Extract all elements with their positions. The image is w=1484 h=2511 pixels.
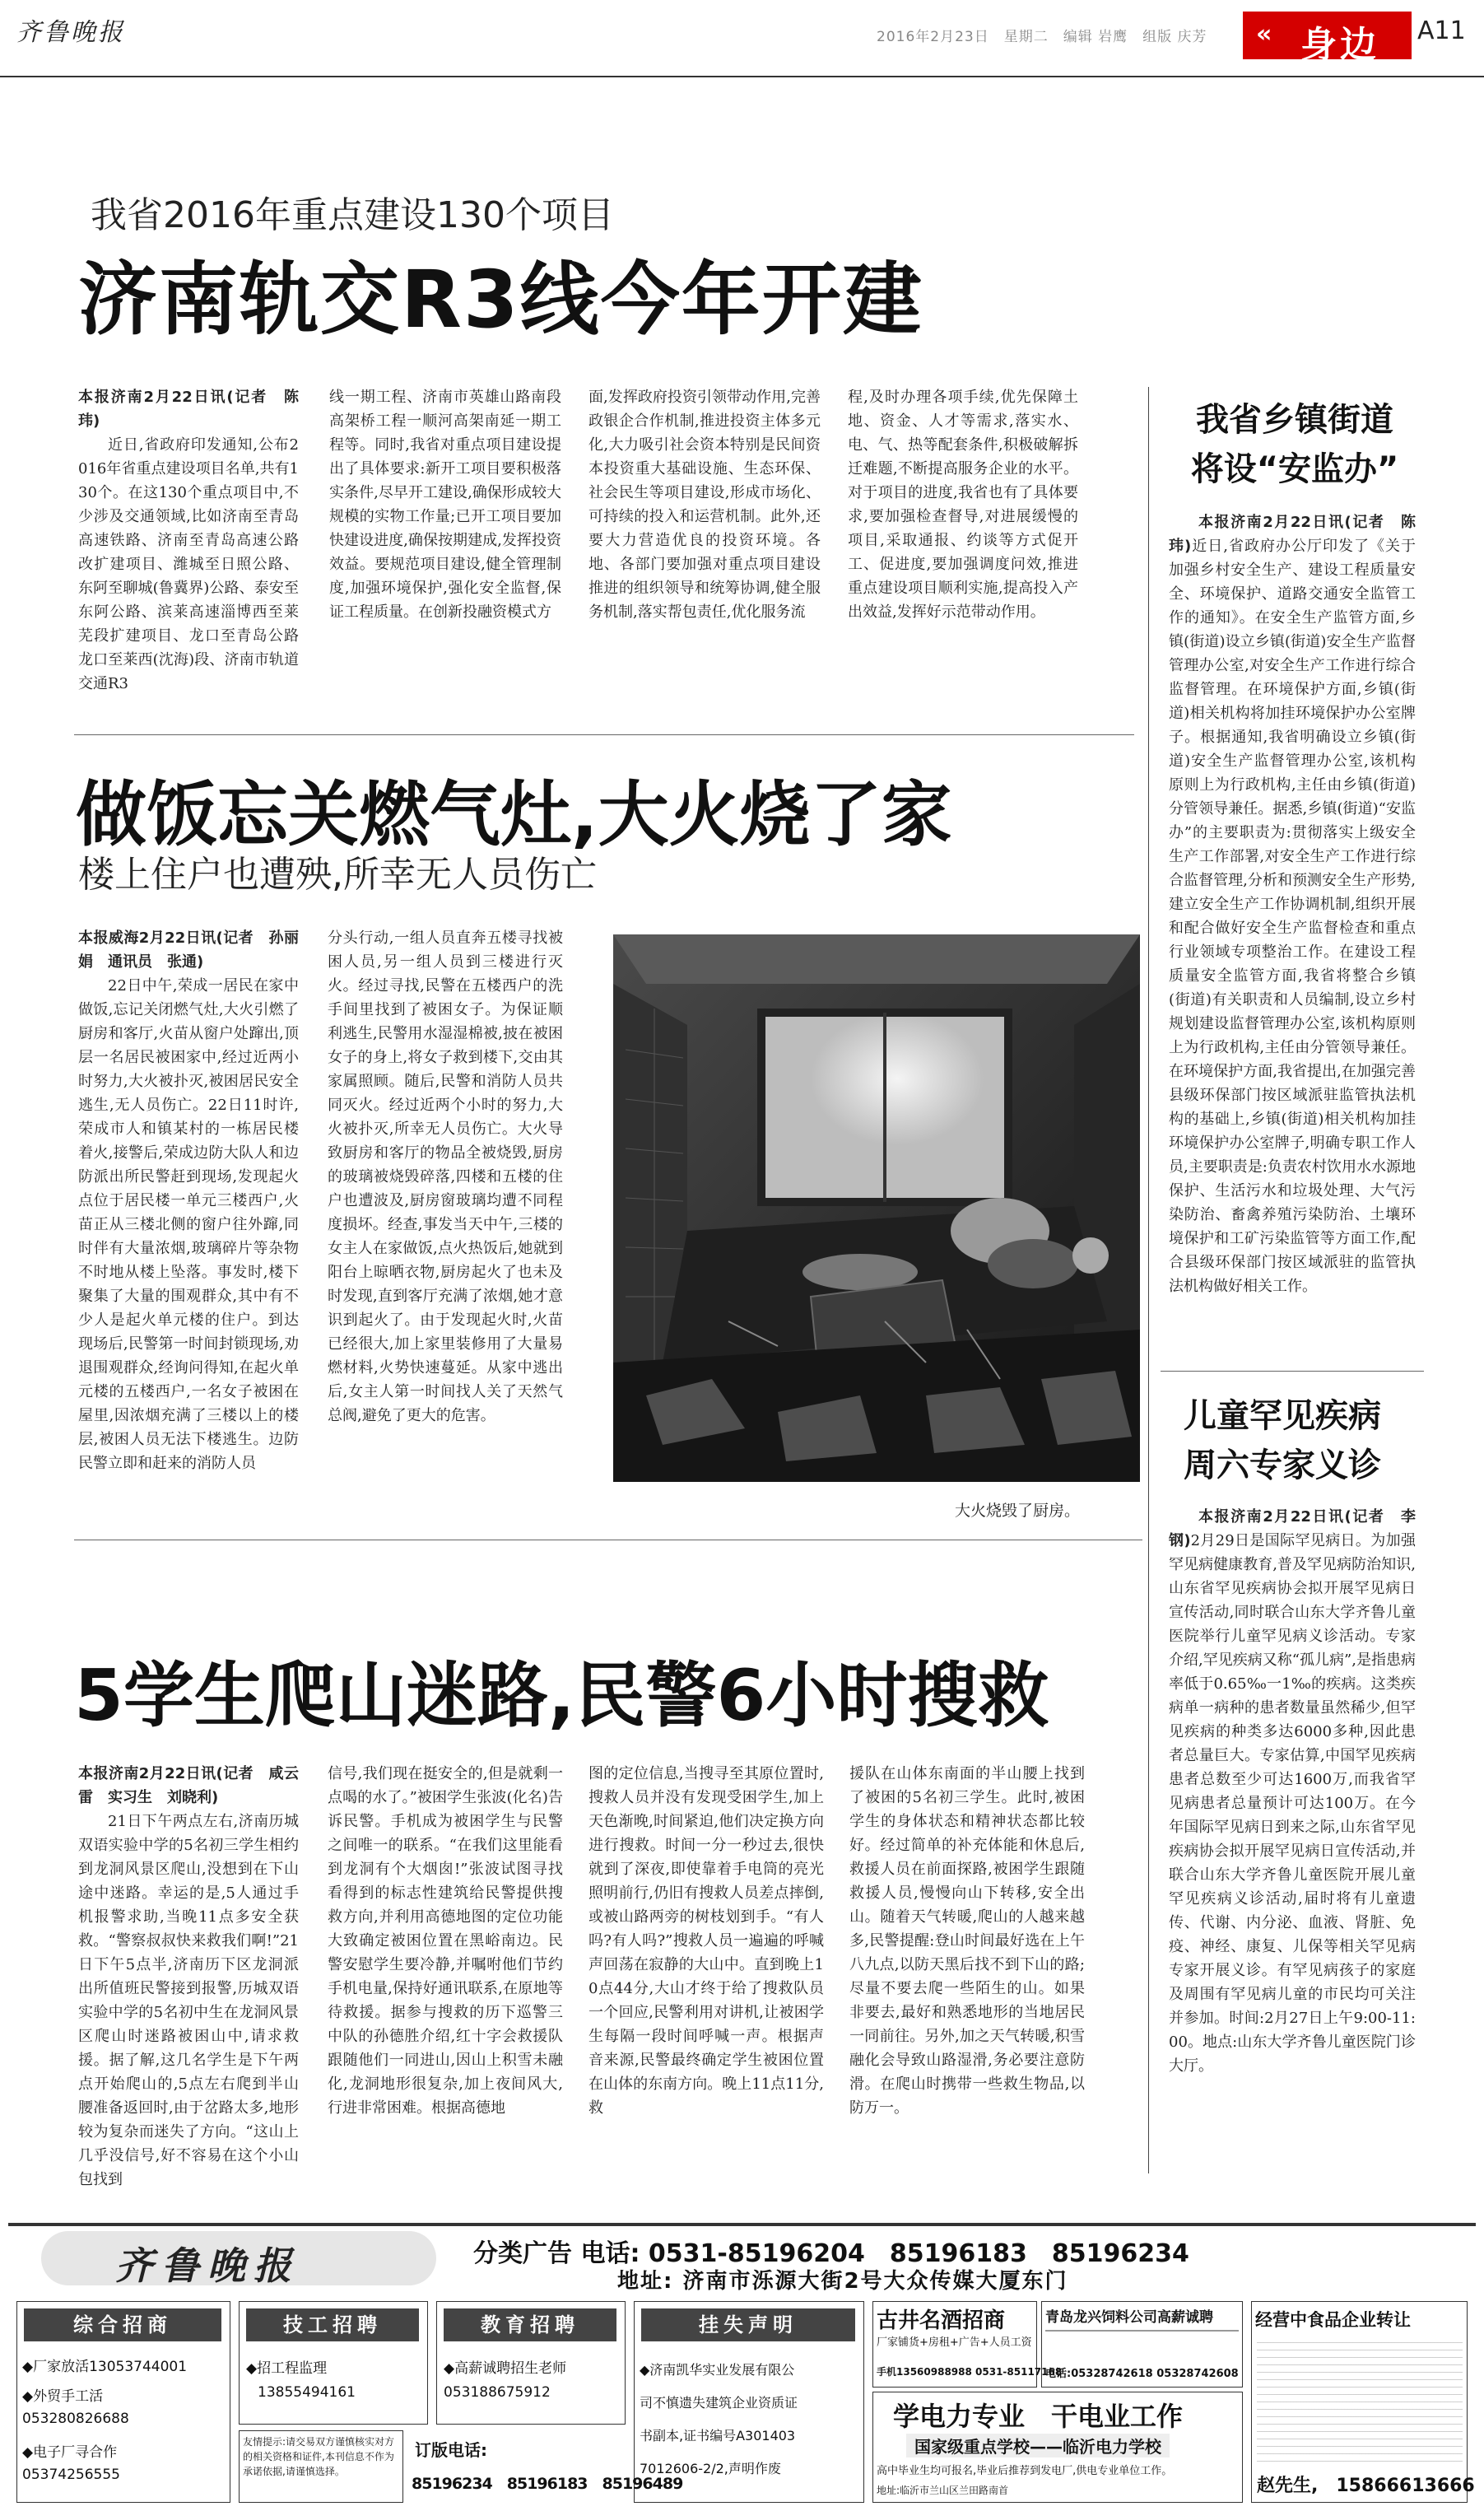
side2-title: [1151, 1391, 1455, 1490]
category-education-title: 教育招聘: [444, 2308, 616, 2341]
story3-text-4: 援队在山体东南面的半山腰上找到了被困的5名初三学生。此时,被困学生的身体状态和精神状态都比较好。经过简单的补充体能和休息后,救援人员在前面探路,被困学生跟随救援人员,慢慢向山下转移,安全出山。随着天气转暖,爬山的人越来越多,民警提醒:登山时间最好选在上午八九点,以防天黑后找不到下山的路;尽量不要去爬一些陌生的山。如果非要去,最好和熟悉地形的当地居民一同前往。另外,加之天气转暖,积雪融化会导致山路湿滑,务必要注意防滑。在爬山时携带一些救生物品,以防万一。: [849, 1765, 1085, 2117]
side2-text: 2月29日是国际罕见病日。为加强罕见病健康教育,普及罕见病防治知识,山东省罕见疾病协会拟开展罕见病日宣传活动,同时联合山东大学齐鲁儿童医院举行儿童罕见病义诊活动。专家介绍,罕见疾病又称“孤儿病”,是指患病率低于0.65‰一1‰的疾病。这类疾病单一病种的患者数量虽然稀少,但罕见疾病的种类多达6000多种,因此患者总量巨大。专家估算,中国罕见疾病患者总数至少可达1600万,而我省罕见病患者总量预计可达100万。在今年国际罕见病日到来之际,山东省罕见疾病协会拟开展罕见病日宣传活动,并联合山东大学齐鲁儿童医院开展儿童罕见疾病义诊活动,届时将有儿童遗传、代谢、内分泌、血液、肾脏、免疫、神经、康复、儿保等相关罕见病专家开展义诊。有罕见病孩子的家庭及周围有罕见病儿童的市民均可关注并参加。时间:2月27日上午9:00-11:00。地点:山东大学齐鲁儿童医院门诊大厅。: [1169, 1532, 1416, 2075]
lost-notice-line-3: 书副本,证书编号A301403: [640, 2428, 796, 2443]
story1-headline: 济南轨交R3线今年开建: [78, 254, 923, 346]
lost-notice-line-1: ◆济南凯华实业发展有限公: [640, 2362, 795, 2378]
story1-column-3: [588, 385, 821, 715]
business-line-5: 05374256555: [22, 2467, 120, 2483]
burned-kitchen-illustration: [613, 934, 1140, 1482]
section-name: 身边: [1300, 24, 1379, 66]
hotline-numbers: 0531-85196204 85196183 85196234: [648, 2239, 1189, 2268]
photo-caption: 大火烧毁了厨房。: [955, 1502, 1081, 1520]
masthead-logo: 齐鲁晚报: [16, 18, 125, 47]
category-business: [16, 2301, 230, 2503]
ad-food-title: 经营中食品企业转让: [1255, 2310, 1411, 2330]
order-phone: [412, 2430, 683, 2503]
address-value: 济南市泺源大街2号大众传媒大厦东门: [682, 2269, 1068, 2294]
category-education: [436, 2301, 626, 2425]
side1-title: [1151, 395, 1439, 494]
chevron-left-icon: «: [1256, 20, 1272, 49]
side1-title-line2: 将设“安监办”: [1190, 450, 1399, 488]
story2-text-1: 22日中午,荣成一居民在家中做饭,忘记关闭燃气灶,大火引燃了厨房和客厅,火苗从窗户处蹿出,顶层一名居民被困家中,经过近两小时努力,大火被扑灭,被困居民安全逃生,无人员伤亡。22日11时许,荣成市人和镇某村的一栋居民楼着火,接警后,荣成边防大队人和边防派出所民警赶到现场,发现起火点位于居民楼一单元三楼西户,火苗正从三楼北侧的窗户往外蹿,同时伴有大量浓烟,玻璃碎片等杂物不时地从楼上坠落。事发时,楼下聚集了大量的围观群众,其中有不少人是起火单元楼的住户。到达现场后,民警第一时间封锁现场,劝退围观群众,经询问得知,在起火单元楼的五楼西户,一名女子被困在屋里,因浓烟充满了三楼以上的楼层,被困人员无法下楼逃生。边防民警立即和赶来的消防人员: [78, 977, 299, 1472]
ad-liquor-title: 古井名酒招商: [877, 2308, 1006, 2333]
story1-dateline: 本报济南2月22日讯(记者 陈玮): [78, 389, 299, 430]
story1-text-3: 面,发挥政府投资引领带动作用,完善政银企合作机制,推进投资主体多元化,大力吸引社会资本特别是民间资本投资重大基础设施、生态环保、社会民生等项目建设,形成市场化、可持续的投入和运营机制。此外,还要大力营造优良的投资环境。各地、各部门要加强对重点项目建设推进的组织领导和统筹协调,健全服务机制,落实帮包责任,优化服务流: [588, 389, 821, 621]
story3-column-3: [588, 1762, 824, 2173]
ad-school-sub: 国家级重点学校——临沂电力学校: [906, 2434, 1170, 2457]
story1-text-4: 程,及时办理各项手续,优先保障土地、资金、人才等需求,落实水、电、气、热等配套条件,积极破解拆迁难题,不断提高服务企业的水平。对于项目的进度,我省也有了具体要求,要加强检查督导,对进展缓慢的项目,采取通报、约谈等方式促开工、促进度,要加强调度问效,推进重点建设项目顺利实施,提高投入产出效益,发挥好示范带动作用。: [848, 389, 1078, 621]
reader-notice-text: 友情提示:请交易双方谨慎核实对方的相关资格和证件,本刊信息不作为承诺依据,请谨慎选择。: [243, 2436, 395, 2477]
technician-line-2: 13855494161: [258, 2384, 356, 2401]
education-line-1: ◆高薪诚聘招生老师: [444, 2360, 567, 2377]
side1-text: 近日,省政府办公厅印发了《关于加强乡村安全生产、建设工程质量安全、环境保护、道路交通安全监管工作的通知》。在安全生产监管方面,乡镇(街道)设立乡镇(街道)安全生产监督管理办公室,对安全生产工作进行综合监督管理。在环境保护方面,乡镇(街道)相关机构将加挂环境保护办公室牌子。根据通知,我省明确设立乡镇(街道)安全生产监督管理办公室,该机构原则上为行政机构,主任由乡镇(街道)分管领导兼任。据悉,乡镇(街道)“安监办”的主要职责为:贯彻落实上级安全生产工作部署,对安全生产工作进行综合监督管理,分析和预测安全生产形势,建立安全生产工作协调机制,组织开展和配合做好安全生产监督检查和重点行业领域专项整治工作。在建设工程质量安全监管方面,我省将整合乡镇(街道)有关职责和人员编制,设立乡村规划建设监督管理办公室,该机构原则上为行政机构,主任由分管领导兼任。在环境保护方面,我省提出,在加强完善县级环保部门按区域派驻监管执法机构的基础上,乡镇(街道)相关机构加挂环境保护办公室牌子,明确专职工作人员,主要职责是:负责农村饮用水水源地保护、生活污水和垃圾处理、大气污染防治、畜禽养殖污染防治、土壤环境保护和工矿污染监管等方面工作,配合县级环保部门按区域派驻的监管执法机构做好相关工作。: [1169, 538, 1416, 1295]
story1-column-2: [329, 385, 561, 715]
classified-logo-box: [41, 2231, 436, 2288]
lost-notice-line-2: 司不慎遗失建筑企业资质证: [640, 2395, 798, 2411]
burned-kitchen-photo: [613, 934, 1140, 1482]
header-rule: [0, 76, 1484, 77]
side-divider: [1161, 1371, 1424, 1372]
story2-subhead: 楼上住户也遭殃,所幸无人员伤亡: [78, 854, 597, 896]
side2-body: [1169, 1505, 1416, 2172]
lost-notice-line-4: 7012606-2/2,声明作废: [640, 2461, 781, 2476]
business-line-4: ◆电子厂寻合作: [22, 2444, 118, 2461]
ad-food-company: [1251, 2301, 1475, 2503]
ad-liquor-phone: 手机13560988988 0531-85117168: [877, 2366, 1063, 2378]
story1-kicker: 我省2016年重点建设130个项目: [91, 194, 614, 236]
order-phone-numbers: 85196234 85196183 85196489: [412, 2475, 683, 2493]
story3-text-3: 图的定位信息,当搜寻至其原位置时,搜救人员并没有发现受困学生,加上天色渐晚,时间紧迫,他们决定换方向进行搜救。时间一分一秒过去,很快就到了深夜,即使靠着手电筒的亮光照明前行,仍旧有搜救人员差点摔倒,或被山路两旁的树枝划到手。“有人吗?有人吗?”搜救人员一遍遍的呼喊声回荡在寂静的大山中。直到晚上10点44分,大山才终于给了搜救队员一个回应,民警利用对讲机,让被困学生每隔一段时间呼喊一声。根据声音来源,民警最终确定学生被困位置在山体的东南方向。晚上11点11分,救: [588, 1765, 824, 2117]
classified-ads: [8, 2223, 1476, 2507]
ads-top-rule: [8, 2223, 1476, 2226]
ad-feed-title: 青岛龙兴饲料公司高薪诚聘: [1045, 2309, 1213, 2326]
page-number: A11: [1417, 16, 1466, 45]
story3-headline: 5学生爬山迷路,民警6小时搜救: [74, 1655, 1049, 1737]
business-line-1: ◆厂家放活13053744001: [22, 2359, 188, 2375]
story2-column-1: [78, 926, 299, 1523]
address-label: 地址:: [617, 2269, 674, 2294]
side2-title-line1: 儿童罕见疾病: [1184, 1397, 1381, 1435]
category-business-title: 综合招商: [24, 2308, 221, 2341]
reader-notice: [239, 2430, 403, 2503]
story3-column-1: [78, 1762, 299, 2188]
story3-column-4: [849, 1762, 1085, 2173]
side1-dateline: 本报济南2月22日讯(记者 陈玮): [1169, 514, 1416, 555]
issue-meta: 2016年2月23日 星期二 编辑 岩鹰 组版 庆芳: [877, 29, 1207, 45]
business-line-3: 053280826688: [22, 2411, 129, 2427]
section-tab: [1243, 12, 1412, 66]
side1-body: [1169, 510, 1416, 1358]
story3-text-2: 信号,我们现在挺安全的,但是就剩一点喝的水了。”被困学生张波(化名)告诉民警。手机成为被困学生与民警之间唯一的联系。“在我们这里能看到龙洞有个大烟囱!”张波试图寻找看得到的标志性建筑给民警提供搜救方向,并利用高德地图的定位功能大致确定被困位置在黑峪南边。民警安慰学生要冷静,并嘱咐他们节约手机电量,保持好通讯联系,在原地等待救援。据参与搜救的历下巡警三中队的孙德胜介绍,红十字会救援队跟随他们一同进山,因山上积雪未融化,龙洞地形很复杂,加上夜间风大,行进非常困难。根据高德地: [328, 1765, 563, 2117]
category-technician-title: 技工招聘: [246, 2308, 419, 2341]
ad-school-address: 地址:临沂市兰山区兰田路南首: [877, 2485, 1009, 2496]
story2-headline: 做饭忘关燃气灶,大火烧了家: [76, 774, 952, 856]
classified-address: [617, 2264, 1068, 2294]
story1-text-1: 近日,省政府印发通知,公布2016年省重点建设项目名单,共有130个。在这130个重点项目中,不少涉及交通领域,比如济南至青岛高速铁路、济南至青岛高速公路改扩建项目、潍城至日照公路、东阿至聊城(鲁冀界)公路、泰安至东阿公路、滨莱高速淄博西至莱芜段扩建项目、龙口至青岛公路龙口至莱西(沈海)段、济南市轨道交通R3: [78, 436, 299, 692]
story1-text-2: 线一期工程、济南市英雄山路南段高架桥工程一顺河高架南延一期工程等。同时,我省对重点项目建设提出了具体要求:新开工项目要积极落实条件,尽早开工建设,确保形成较大规模的实物工作量;已开工项目要加快建设进度,确保按期建成,发挥投资效益。要规范项目建设,健全管理制度,加强环境保护,强化安全监督,保证工程质量。在创新投融资模式方: [329, 389, 561, 621]
ad-feed-rule: [1045, 2330, 1239, 2332]
ad-feed-phone: 电话:05328742618 05328742608: [1045, 2368, 1239, 2380]
story3-column-2: [328, 1762, 563, 2173]
hotline-label: 分类广告 电话:: [473, 2239, 640, 2268]
story2-dateline: 本报威海2月22日讯(记者 孙丽娟 通讯员 张通): [78, 929, 299, 971]
side2-dateline: 本报济南2月22日讯(记者 李钢): [1169, 1508, 1416, 1549]
story1-column-1: [78, 385, 299, 715]
story3-dateline: 本报济南2月22日讯(记者 咸云雷 实习生 刘晓利): [78, 1765, 299, 1806]
ad-liquor-sub: 厂家铺货+房租+广告+人员工资: [877, 2336, 1032, 2349]
sidebar-divider: [1148, 387, 1149, 2173]
story1-divider: [74, 734, 1134, 735]
business-line-2: ◆外贸手工活: [22, 2388, 104, 2405]
story1-column-4: [848, 385, 1078, 715]
story2-text-2: 分头行动,一组人员直奔五楼寻找被困人员,另一组人员到三楼进行灭火。经过寻找,民警在五楼西户的洗手间里找到了被困女子。为保证顺利逃生,民警用水湿湿棉被,披在被困女子的身上,将女子救到楼下,交由其家属照顾。随后,民警和消防人员共同灭火。经过近两个小时的努力,大火被扑灭,所幸无人员伤亡。大火导致厨房和客厅的物品全被烧毁,厨房的玻璃被烧毁碎落,四楼和五楼的住户也遭波及,厨房窗玻璃均遭不同程度损坏。经查,事发当天中午,三楼的女主人在家做饭,点火热饭后,她就到阳台上晾晒衣物,厨房起火了也未及时发现,直到客厅充满了浓烟,她才意识到起火了。由于发现起火时,火苗已经很大,加上家里装修用了大量易燃材料,火势快速蔓延。从家中逃出后,女主人第一时间找人关了天然气总阀,避免了更大的危害。: [328, 929, 563, 1424]
ad-food-finetext: [1257, 2338, 1463, 2462]
category-technician: [239, 2301, 428, 2425]
story3-text-1: 21日下午两点左右,济南历城双语实验中学的5名初三学生相约到龙洞风景区爬山,没想到在下山途中迷路。幸运的是,5人通过手机报警求助,当晚11点多安全获救。“警察叔叔快来救我们啊!”21日下午5点半,济南历下区龙洞派出所值班民警接到报警,历城双语实验中学的5名初中生在龙洞风景区爬山时迷路被困山中,请求救援。据了解,这几名学生是下午两点开始爬山的,5点左右爬到半山腰准备返回时,由于岔路太多,地形较为复杂而迷失了方向。“这山上几乎没信号,好不容易在这个小山包找到: [78, 1813, 299, 2188]
ad-food-contact: 赵先生, 15866613666: [1257, 2476, 1475, 2496]
classified-logo: 齐鲁晚报: [115, 2243, 300, 2288]
ad-feed-company: [1041, 2301, 1243, 2388]
category-lost-notice-title: 挂失声明: [641, 2308, 855, 2341]
ad-school-title: 学电力专业 干电业工作: [893, 2401, 1184, 2432]
technician-line-1: ◆招工程监理: [246, 2360, 328, 2377]
story2-column-2: [328, 926, 563, 1523]
side2-title-line2: 周六专家义诊: [1184, 1447, 1381, 1484]
ad-liquor: [872, 2301, 1063, 2388]
ad-school-text: 高中毕业生均可报名,毕业后推荐到发电厂,供电专业单位工作。: [877, 2465, 1173, 2477]
ad-power-school: [872, 2392, 1243, 2503]
order-phone-label: 订版电话:: [415, 2440, 487, 2460]
education-line-2: 053188675912: [444, 2384, 551, 2401]
side1-title-line1: 我省乡镇街道: [1196, 401, 1393, 439]
